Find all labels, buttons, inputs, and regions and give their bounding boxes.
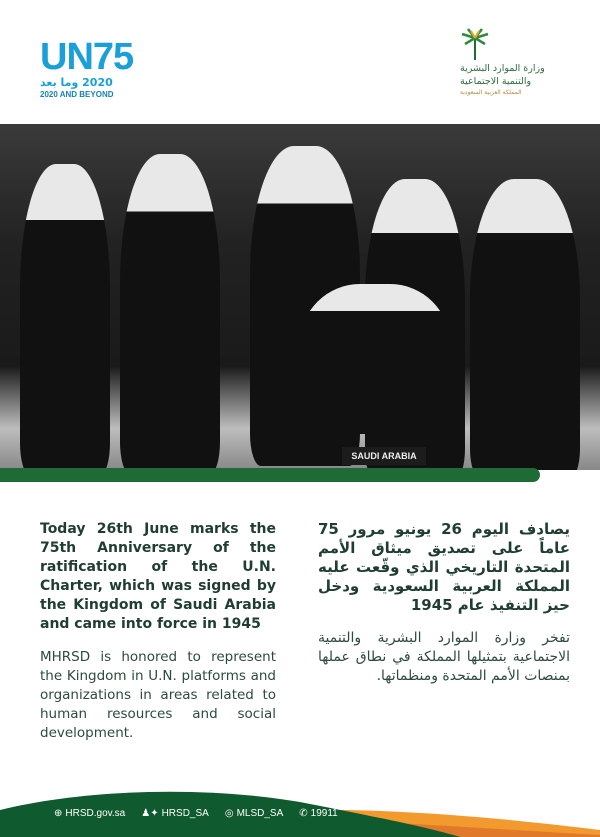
footer-instagram[interactable]: ◎ MLSD_SA: [224, 808, 284, 819]
ministry-name-line1: وزارة الموارد البشرية: [460, 63, 545, 74]
saudi-arabia-placard: SAUDI ARABIA: [342, 447, 426, 465]
globe-icon: ⊕: [54, 808, 63, 819]
palm-icon: [460, 28, 490, 60]
un75-logo: [40, 38, 160, 100]
un75-english: 2020 AND BEYOND: [40, 90, 114, 99]
footer-phone[interactable]: ✆ 19911: [299, 808, 338, 819]
english-column: [40, 520, 276, 743]
english-headline: Today 26th June marks the 75th Anniversary of the ratification of the U.N. Charter, which was signed by the Kingdom of Saudi Arabia and came into force in 1945: [40, 521, 276, 632]
green-divider: [0, 468, 540, 482]
un75-arabic: 2020 وما بعد: [40, 76, 113, 89]
arabic-column: [318, 520, 570, 686]
snapchat-twitter-icon: ♟✦: [141, 808, 159, 819]
ministry-logo: [460, 28, 570, 97]
arabic-headline: يصادف اليوم 26 يونيو مرور 75 عاماً على تصديق ميثاق الأمم المتحدة التاريخي الذي وقّعت عليه المملكة العربية السعودية ودخل حيز التنفيذ عام 1945: [318, 520, 570, 614]
footer-social[interactable]: ♟✦ HRSD_SA: [141, 808, 209, 819]
ministry-country: المملكة العربية السعودية: [460, 89, 522, 96]
english-body: MHRSD is honored to represent the Kingdom in U.N. platforms and organizations in areas related to human resources and social development.: [40, 649, 276, 741]
arabic-body: تفخر وزارة الموارد البشرية والتنمية الاجتماعية بتمثيلها المملكة في نطاق عملها بمنصات الأمم المتحدة ومنظماتها.: [318, 630, 570, 684]
ministry-name-line2: والتنمية الاجتماعية: [460, 76, 532, 87]
historical-photo: [0, 124, 600, 470]
instagram-icon: ◎: [224, 808, 234, 819]
un75-mark: UN75: [40, 36, 134, 78]
footer-website[interactable]: ⊕ HRSD.gov.sa: [54, 808, 126, 819]
footer: [0, 780, 600, 837]
phone-icon: ✆: [299, 808, 308, 819]
